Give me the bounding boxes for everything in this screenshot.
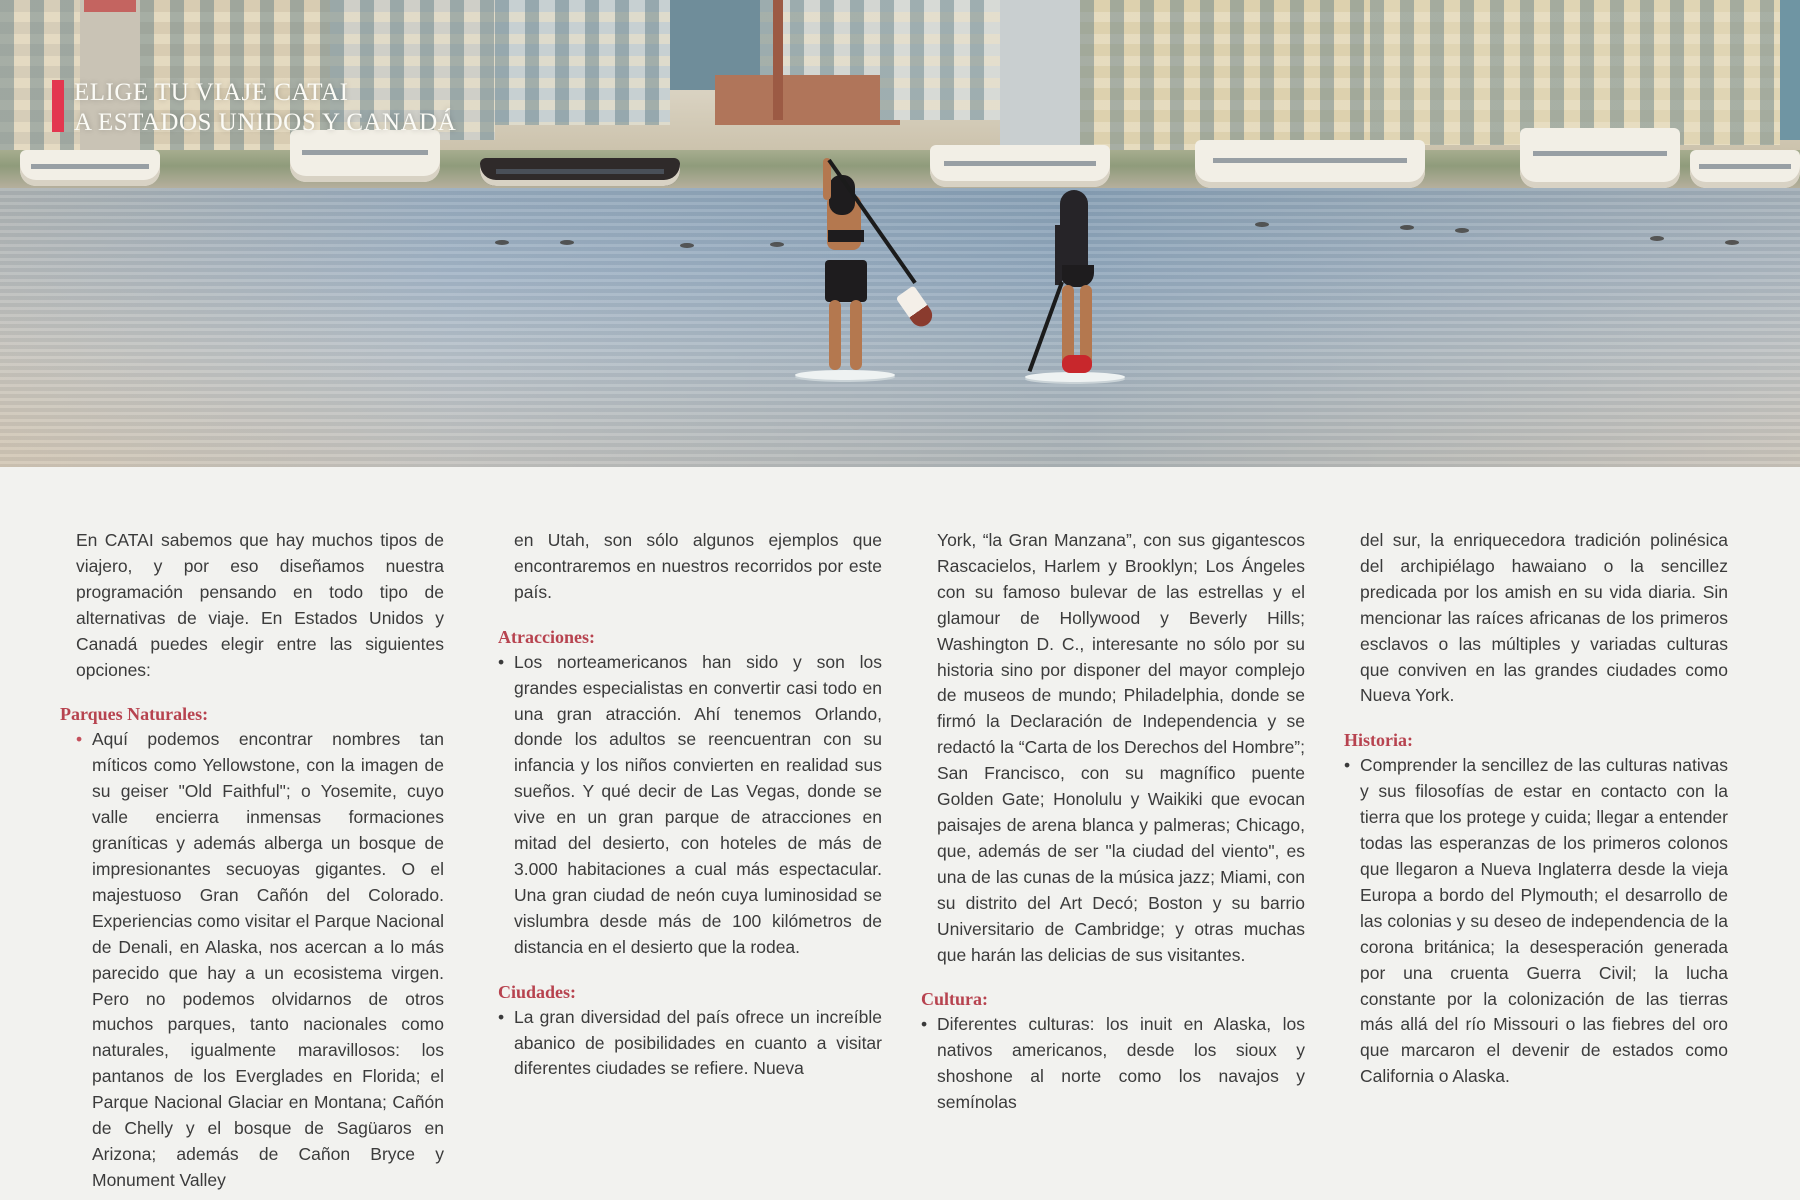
list-item [76, 727, 444, 1193]
section-heading-parques: Parques Naturales: [60, 704, 209, 725]
section-heading-ciudades: Ciudades: [498, 981, 577, 1002]
bird [1650, 236, 1664, 241]
section-text-historia: Comprender la sencillez de las culturas nativas y sus filosofías de estar en contacto con la tierra que los protege y cuida; llegar a entender todas las esperanzas de los primeros colonos que llegaron a Nueva Inglaterra desde la vieja Europa a bordo del Plymouth; el desarrollo de las colonias y su deseo de independencia de la corona británica; la desesperación generada por una cruenta Guerra Civil; la lucha constante por la colonización de las tierras más allá del río Missouri o las fiebres del oro que marcaron el devenir de estados como California o Alaska. [1360, 755, 1728, 1087]
bird [1400, 225, 1414, 230]
text-column-3 [921, 528, 1305, 1116]
bullet-icon: • [76, 729, 83, 750]
docked-boat [930, 145, 1110, 187]
paddleboarder-right [1020, 190, 1150, 390]
intro-paragraph: En CATAI sabemos que hay muchos tipos de viajero, y por eso diseñamos nuestra programación pensando en todo tipo de alternativas de viaje. En Estados Unidos y Canadá puedes elegir entre las siguientes opciones: [76, 530, 444, 680]
docked-boat [20, 150, 160, 186]
section-heading-cultura: Cultura: [921, 989, 988, 1010]
bird [680, 243, 694, 248]
bird [770, 242, 784, 247]
bullet-icon: • [921, 1014, 928, 1035]
section-heading-historia: Historia: [1344, 730, 1413, 751]
title-line-1: ELIGE TU VIAJE CATAI [74, 79, 349, 106]
bullet-icon: • [1344, 755, 1351, 776]
bird [560, 240, 574, 245]
continuation-paragraph: del sur, la enriquecedora tradición polinésica del archipiélago hawaiano o la sencillez predicada por los amish en su vida diaria. Sin mencionar las raíces africanas de los primeros esclavos o las múltiples y variadas culturas que conviven en las grandes ciudades como Nueva York. [1360, 530, 1728, 706]
page-title [52, 78, 456, 138]
docked-boat [1195, 140, 1425, 188]
bird [1455, 228, 1469, 233]
bird [495, 240, 509, 245]
text-column-4 [1344, 528, 1728, 1090]
section-text-parques: Aquí podemos encontrar nombres tan míticos como Yellowstone, con la imagen de su geiser "Old Faithful"; o Yosemite, cuyo valle encierra inmensas formaciones graníticas y además alberga un bosque de impresionantes secuoyas gigantes. O el majestuoso Gran Cañón del Colorado. Experiencias como visitar el Parque Nacional de Denali, en Alaska, nos acercan a lo más parecido que hay a un ecosistema virgen. Pero no podemos olvidarnos de otros muchos parques, tanto nacionales como naturales, igualmente maravillosos: los pantanos de los Everglades en Florida; el Parque Nacional Glaciar en Montana; Cañón de Chelly y el bosque de Sagüaros en Arizona; además de Cañon Bryce y Monument Valley [92, 729, 444, 1190]
title-accent-bar [52, 80, 64, 132]
hero-photo [0, 0, 1800, 467]
docked-boat [480, 158, 680, 186]
paddleboarder-left [795, 170, 945, 390]
bird [1725, 240, 1739, 245]
section-text-atracciones: Los norteamericanos han sido y son los grandes especialistas en convertir casi todo en una gran atracción. Ahí tenemos Orlando, donde los adultos se reencuentran con su infancia y los niños convierten en realidad sus sueños. Y qué decir de Las Vegas, donde se vive en un gran parque de atracciones en mitad del desierto, con hoteles de más de 3.000 habitaciones a cual más espectacular. Una gran ciudad de neón cuya luminosidad se vislumbra desde más de 100 kilómetros de distancia en el desierto que la rodea. [514, 651, 882, 957]
section-text-ciudades: La gran diversidad del país ofrece un increíble abanico de posibilidades en cuanto a visitar diferentes ciudades se refiere. Nueva [514, 1006, 882, 1079]
section-heading-atracciones: Atracciones: [498, 626, 595, 647]
continuation-paragraph: York, “la Gran Manzana”, con sus gigantescos Rascacielos, Harlem y Brooklyn; Los Ángeles con su famoso bulevar de las estrellas y el glamour de Hollywood y Beverly Hills; Washington D. C., interesante no sólo por su historia sino por disponer del mayor complejo de museos de mundo; Philadelphia, donde se firmó la Declaración de Independencia y se redactó la “Carta de los Derechos del Hombre”; San Francisco, con su magnífico puente Golden Gate; Honolulu y Waikiki que evocan paisajes de arena blanca y palmeras; Chicago, que, además de ser "la ciudad del viento", es una de las cunas de la música jazz; Miami, con su distrito del Art Decó; Boston y su barrio Universitario de Cambridge; y otras muchas que harán las delicias de sus visitantes. [937, 530, 1305, 965]
docked-boat [1520, 128, 1680, 188]
bullet-icon: • [498, 1006, 505, 1027]
text-column-1 [60, 528, 444, 1194]
title-line-2: A ESTADOS UNIDOS Y CANADÁ [74, 109, 457, 136]
docked-boat [1690, 150, 1800, 188]
list-item [498, 650, 882, 961]
list-item [498, 1005, 882, 1083]
bullet-icon: • [498, 651, 505, 672]
text-column-2 [498, 528, 882, 1082]
list-item [1344, 753, 1728, 1090]
list-item [921, 1012, 1305, 1116]
bird [1255, 222, 1269, 227]
continuation-paragraph: en Utah, son sólo algunos ejemplos que encontraremos en nuestros recorridos por este país. [514, 530, 882, 602]
section-text-cultura: Diferentes culturas: los inuit en Alaska, los nativos americanos, desde los sioux y shoshone al norte como los navajos y semínolas [937, 1014, 1305, 1113]
